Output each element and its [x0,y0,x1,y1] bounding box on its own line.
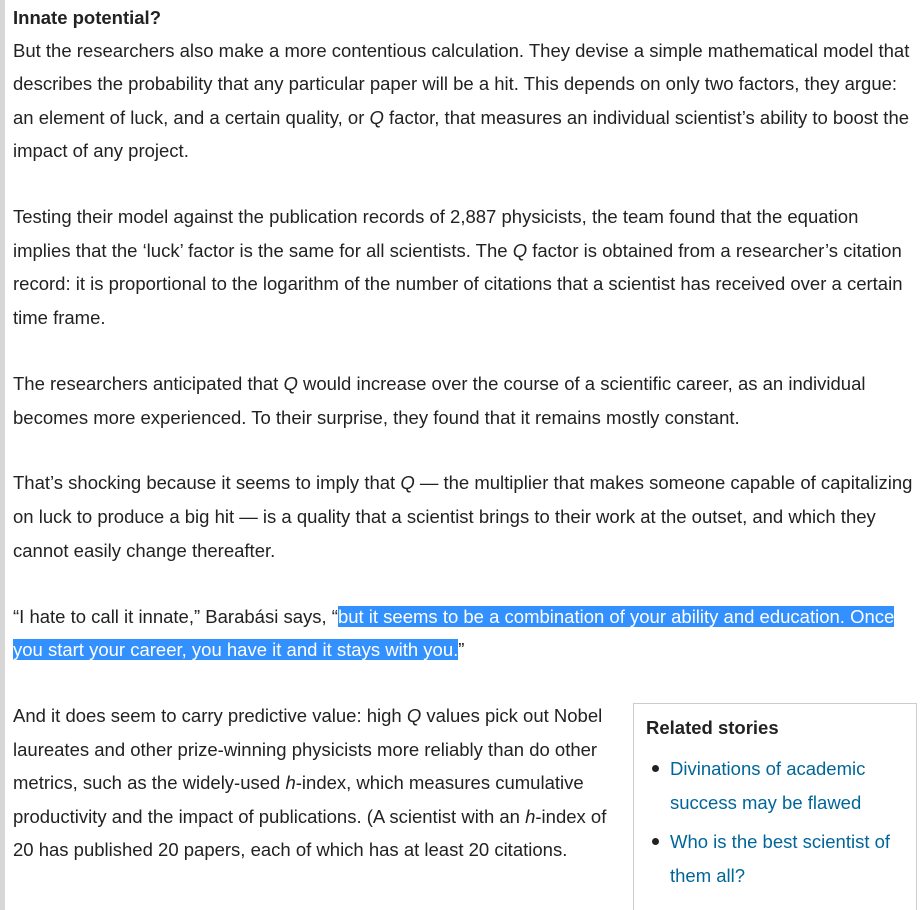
paragraph-2 [13,200,918,334]
text-run: ” [458,639,465,661]
left-border-bar [0,0,5,910]
text-run: And it does seem to carry predictive value: high [13,704,407,726]
related-story-link-2[interactable]: Who is the best scientist of them all? [670,831,891,886]
text-run: -index of 20 has published 20 papers, each of which has at least 20 citations. [13,805,607,861]
paragraph-6 [13,699,613,867]
lower-section [13,699,918,886]
italic-term: h [285,772,296,794]
related-stories-box [633,703,917,910]
section-heading: Innate potential? [13,7,161,28]
text-run: “I hate to call it innate,” Barabási says, “ [13,605,338,627]
text-run: would increase over the course of a scientific career, as an individual becomes more experienced. To their surprise, they found that it remains mostly constant. [13,372,866,428]
italic-term: Q [400,472,415,494]
text-run: -index, which measures cumulative productivity and the impact of publications. (A scientist with an [13,772,584,827]
italic-term: Q [283,372,298,394]
paragraph-4 [13,466,918,567]
text-run: values pick out Nobel laureates and other prize-winning physicists more reliably than do other metrics, such as the widely-used [13,704,603,794]
text-run: factor is obtained from a researcher’s citation record: it is proportional to the logarithm of the number of citations that a scientist has received over a certain time frame. [13,239,903,329]
text-run: The researchers anticipated that [13,372,284,394]
italic-term: Q [369,106,384,128]
selected-text-highlight: but it seems to be a combination of your ability and education. Once you start your career, you have it and it stays with you. [13,605,895,661]
paragraph-5-quote [13,600,918,667]
bullet-icon [652,838,659,845]
text-run: factor, that measures an individual scientist’s ability to boost the impact of any project. [13,106,910,162]
related-story-item [646,752,916,819]
related-stories-list [646,752,916,892]
related-story-item [646,825,916,892]
article-body [13,0,918,899]
text-run: But the researchers also make a more contentious calculation. They devise a simple mathematical model that describes the probability that any particular paper will be a hit. This depends on only two factors, they argue: an element of luck, and a certain quality, or [13,39,910,128]
italic-term: Q [512,239,528,261]
italic-term: h [525,805,536,827]
text-run: — the multiplier that makes someone capable of capitalizing on luck to produce a big hit — is a quality that a scientist brings to their work at the outset, and which they cannot easily change thereafter. [13,472,913,561]
related-stories-title: Related stories [646,716,779,738]
italic-term: Q [406,704,422,726]
paragraph-1 [13,34,918,168]
bullet-icon [652,765,659,772]
text-run: That’s shocking because it seems to imply that [13,472,401,494]
paragraph-3 [13,367,918,434]
related-story-link-1[interactable]: Divinations of academic success may be flawed [670,757,866,813]
text-run: Testing their model against the publication records of 2,887 physicists, the team found that the equation implies that the ‘luck’ factor is the same for all scientists. The [13,206,859,261]
